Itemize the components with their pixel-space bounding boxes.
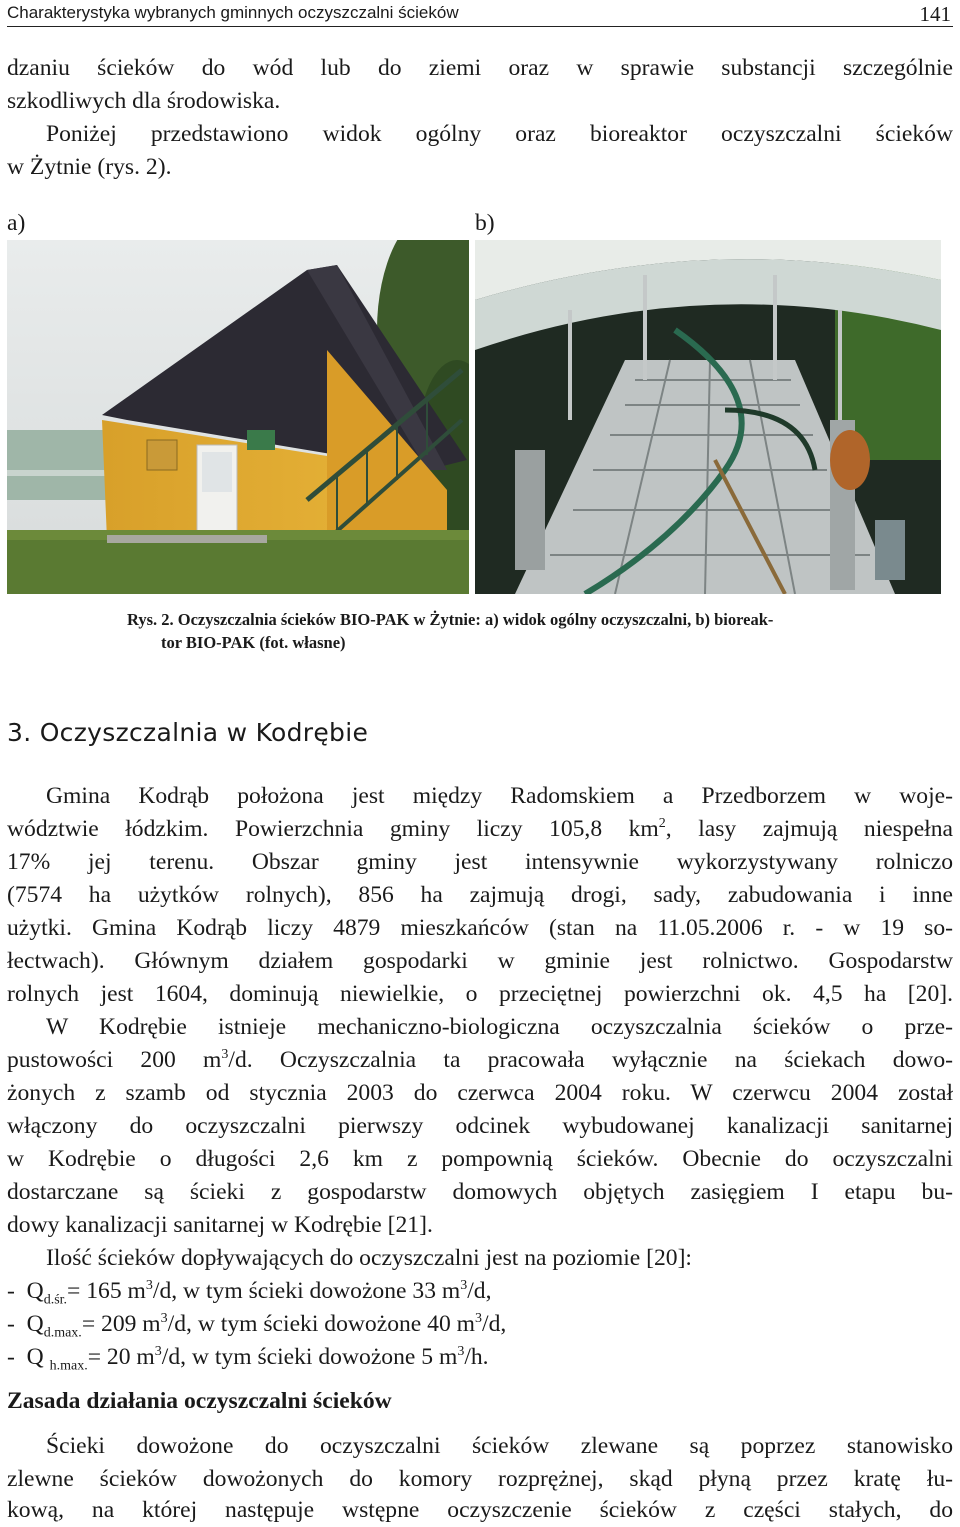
body-line-5: użytki. Gmina Kodrąb liczy 4879 mieszkańców (stan na 11.05.2006 r. - w 19 so- [7,915,953,941]
figure-caption [127,608,907,654]
closing-line-3: kową, na której następuje wstępne oczyszczenie ścieków z części stałych, do [7,1497,953,1523]
closing-line-1: Ścieki dowożone do oczyszczalni ścieków zlewane są poprzez stanowisko [46,1433,953,1459]
caption-line-2: tor BIO-PAK (fot. własne) [161,633,346,652]
photo-bioreactor [475,240,941,594]
body-line-2: wództwie łódzkim. Powierzchnia gminy liczy 105,8 $km^2$, lasy zajmują niespełna [7,816,953,842]
body-line-14: dowy kanalizacji sanitarnej w Kodrębie [21]. [7,1212,433,1238]
body-line-10: żonych z szamb od stycznia 2003 do czerwca 2004 roku. W czerwcu 2004 został [7,1080,953,1106]
caption-line-1: Rys. 2. Oczyszczalnia ścieków BIO-PAK w Żytnie: a) widok ogólny oczyszczalni, b) bioreak- [127,610,774,629]
subsection-heading: Zasada działania oczyszczalni ścieków [7,1388,392,1414]
body-line-4: (7574 ha użytków rolnych), 856 ha zajmują drogi, sady, zabudowania i inne [7,882,953,908]
flow-item: - $Q_{d.max.}= 209$ $m^3/d$, w tym ścieki dowożone 40 $m^3/d$, [7,1311,507,1341]
figure-label-b: b) [475,210,495,236]
body-line-9: pustowości 200 $m^3/d$. Oczyszczalnia ta pracowała wyłącznie na ściekach dowo- [7,1047,953,1073]
intro-line-1: dzaniu ścieków do wód lub do ziemi oraz w sprawie substancji szczególnie [7,55,953,81]
body-line-15: Ilość ścieków dopływających do oczyszczalni jest na poziomie [20]: [46,1245,692,1271]
running-title: Charakterystyka wybranych gminnych oczyszczalni ścieków [7,3,459,22]
page-number: 141 [919,2,951,26]
section-heading: 3. Oczyszczalnia w Kodrębie [7,718,369,747]
intro-line-2: szkodliwych dla środowiska. [7,88,281,114]
body-line-13: dostarczane są ścieki z gospodarstw domowych objętych zasięgiem I etapu bu- [7,1179,953,1205]
flow-item: - Q $_{h.max.}$= 20 $m^3/d$, w tym ścieki dowożone 5 $m^3/h$. [7,1344,489,1374]
body-line-11: włączony do oczyszczalni pierwszy odcinek wybudowanej kanalizacji sanitarnej [7,1113,953,1139]
closing-line-2: zlewne ścieków dowożonych do komory rozprężnej, skąd płyną przez kratę łu- [7,1466,953,1492]
photo-building [7,240,469,594]
body-line-3: 17% jej terenu. Obszar gminy jest intensywnie wykorzystywany rolniczo [7,849,953,875]
intro-line-3: Poniżej przedstawiono widok ogólny oraz bioreaktor oczyszczalni ścieków [46,121,953,147]
figure-label-a: a) [7,210,26,236]
body-line-6: łectwach). Głównym działem gospodarki w gminie jest rolnictwo. Gospodarstw [7,948,953,974]
flow-item: - $Q_{d.śr.}= 165$ $m^3/d$, w tym ścieki dowożone 33 $m^3/d$, [7,1278,492,1308]
body-line-8: W Kodrębie istnieje mechaniczno-biologiczna oczyszczalnia ścieków o prze- [46,1014,953,1040]
intro-line-4: w Żytnie (rys. 2). [7,154,172,180]
body-line-1: Gmina Kodrąb położona jest między Radomskiem a Przedborzem w woje- [46,783,953,809]
running-header [7,0,953,27]
body-line-12: w Kodrębie o długości 2,6 km z pompownią ścieków. Obecnie do oczyszczalni [7,1146,953,1172]
body-line-7: rolnych jest 1604, dominują niewielkie, o przeciętnej powierzchni ok. 4,5 ha [20]. [7,981,953,1007]
